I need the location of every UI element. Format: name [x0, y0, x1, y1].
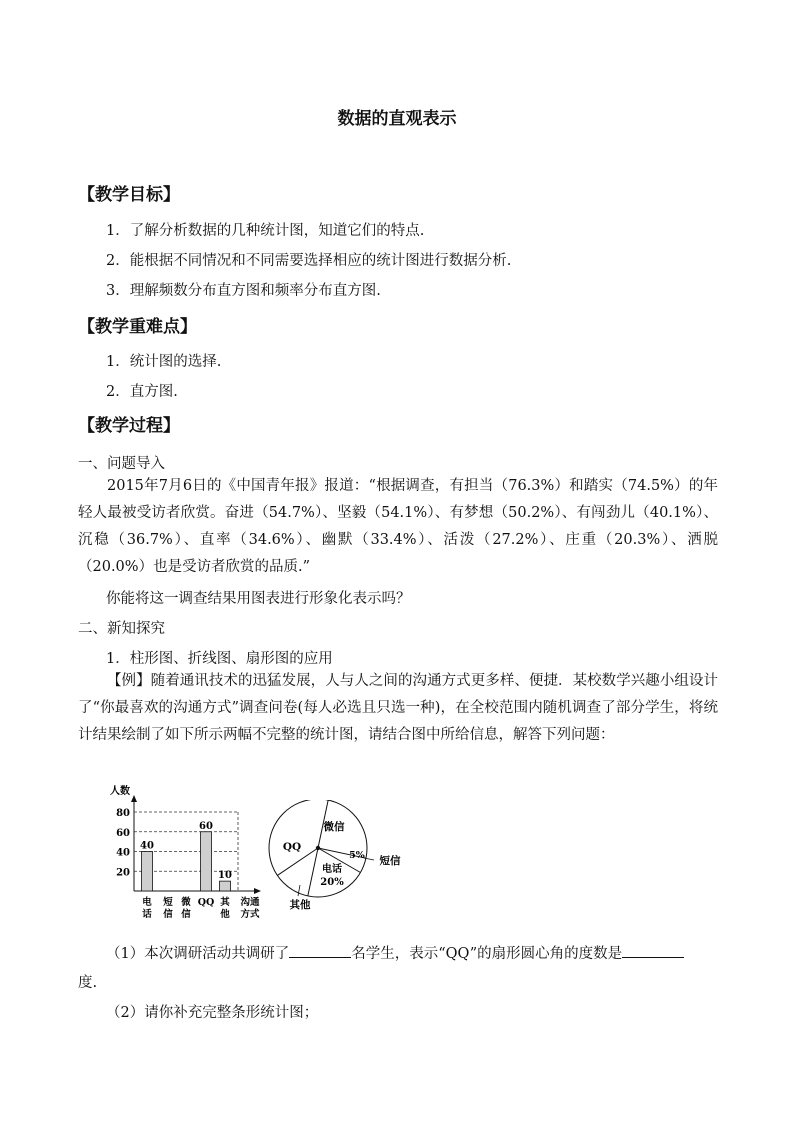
pie-label-其他: 其他 — [289, 899, 311, 911]
example-text: 【例】随着通讯技术的迅猛发展，人与人之间的沟通方式更多样、便捷．某校数学兴趣小组设计了“你最喜欢的沟通方式”调查问卷(每人必选且只选一种)，在全校范围内随机调查了部分学生，将统计结果绘制了如下所示两幅不完整的统计图，请结合图中所给信息，解答下列问题： — [78, 673, 718, 743]
y-tick-label: 40 — [116, 847, 130, 859]
pie-value-短信: 5% — [349, 850, 365, 861]
bar-chart — [108, 784, 268, 934]
x-tick-label: 电话 — [142, 897, 152, 920]
part2-heading: 二、新知探究 — [78, 621, 165, 637]
question-1-tail: 度. — [78, 975, 98, 991]
x-axis-arrow — [254, 888, 261, 894]
key-item: 2．直方图. — [106, 384, 178, 400]
bar-其他 — [220, 881, 231, 891]
answer-blank-count[interactable] — [289, 943, 351, 958]
x-tick-label: QQ — [197, 897, 215, 908]
goal-item: 1．了解分析数据的几种统计图，知道它们的特点. — [106, 223, 425, 239]
x-axis-label: 沟通方式 — [240, 897, 260, 920]
pie-label-电话: 电话 — [322, 864, 342, 875]
part1-heading: 一、问题导入 — [78, 456, 165, 472]
bar-value-label: 40 — [140, 840, 154, 852]
y-axis-label: 人数 — [110, 786, 130, 797]
x-tick-label: 短信 — [163, 897, 173, 920]
pie-divider — [308, 848, 318, 896]
bar-QQ — [201, 832, 212, 891]
question-1-line — [106, 942, 684, 963]
answer-blank-degree[interactable] — [622, 943, 684, 958]
goal-item: 3．理解频数分布直方图和频率分布直方图. — [106, 283, 381, 299]
x-tick-label: 微信 — [181, 897, 191, 920]
section-keys: 【教学重难点】 — [78, 317, 197, 337]
y-tick-label: 20 — [116, 867, 130, 879]
bar-value-label: 10 — [218, 870, 232, 882]
page-title: 数据的直观表示 — [337, 109, 457, 129]
key-item: 1．统计图的选择. — [106, 354, 222, 370]
pie-label-微信: 微信 — [323, 821, 345, 833]
pie-label-qq: QQ — [282, 841, 302, 853]
y-tick-label: 60 — [116, 827, 130, 839]
pie-value-电话: 20% — [320, 877, 344, 888]
bar-电话 — [142, 852, 153, 892]
section-process: 【教学过程】 — [78, 416, 180, 436]
part2-subheading: 1．柱形图、折线图、扇形图的应用 — [106, 651, 333, 667]
part1-question: 你能将这一调查结果用图表进行形象化表示吗？ — [106, 591, 411, 607]
section-goals: 【教学目标】 — [78, 185, 180, 205]
pie-chart — [262, 800, 412, 915]
question-1-text-b: 名学生，表示“QQ”的扇形圆心角的度数是 — [351, 946, 623, 962]
x-tick-label: 其他 — [220, 897, 230, 920]
part1-paragraph: 2015年7月6日的《中国青年报》报道：“根据调查，有担当（76.3%）和踏实（74.5%）的年轻人最被受访者欣赏。奋进（54.7%）、坚毅（54.1%）、有梦想（50.2%）、有闯劲儿（40.1%）、沉稳（36.7%）、直率（34.6%）、幽默（33.4%）、活泼（27.2%）、庄重（20.3%）、洒脱（20.0%）也是受访者欣赏的品质.” — [78, 478, 718, 575]
question-1-text-a: （1）本次调研活动共调研了 — [106, 946, 290, 962]
goal-item: 2．能根据不同情况和不同需要选择相应的统计图进行数据分析. — [106, 253, 512, 269]
question-2: （2）请你补充完整条形统计图； — [106, 1005, 319, 1021]
pie-leader-其他 — [298, 885, 300, 896]
pie-center — [316, 846, 320, 850]
y-tick-label: 80 — [116, 808, 130, 819]
y-axis-arrow — [131, 795, 137, 802]
pie-label-短信: 短信 — [379, 855, 401, 867]
bar-value-label: 60 — [199, 820, 213, 832]
